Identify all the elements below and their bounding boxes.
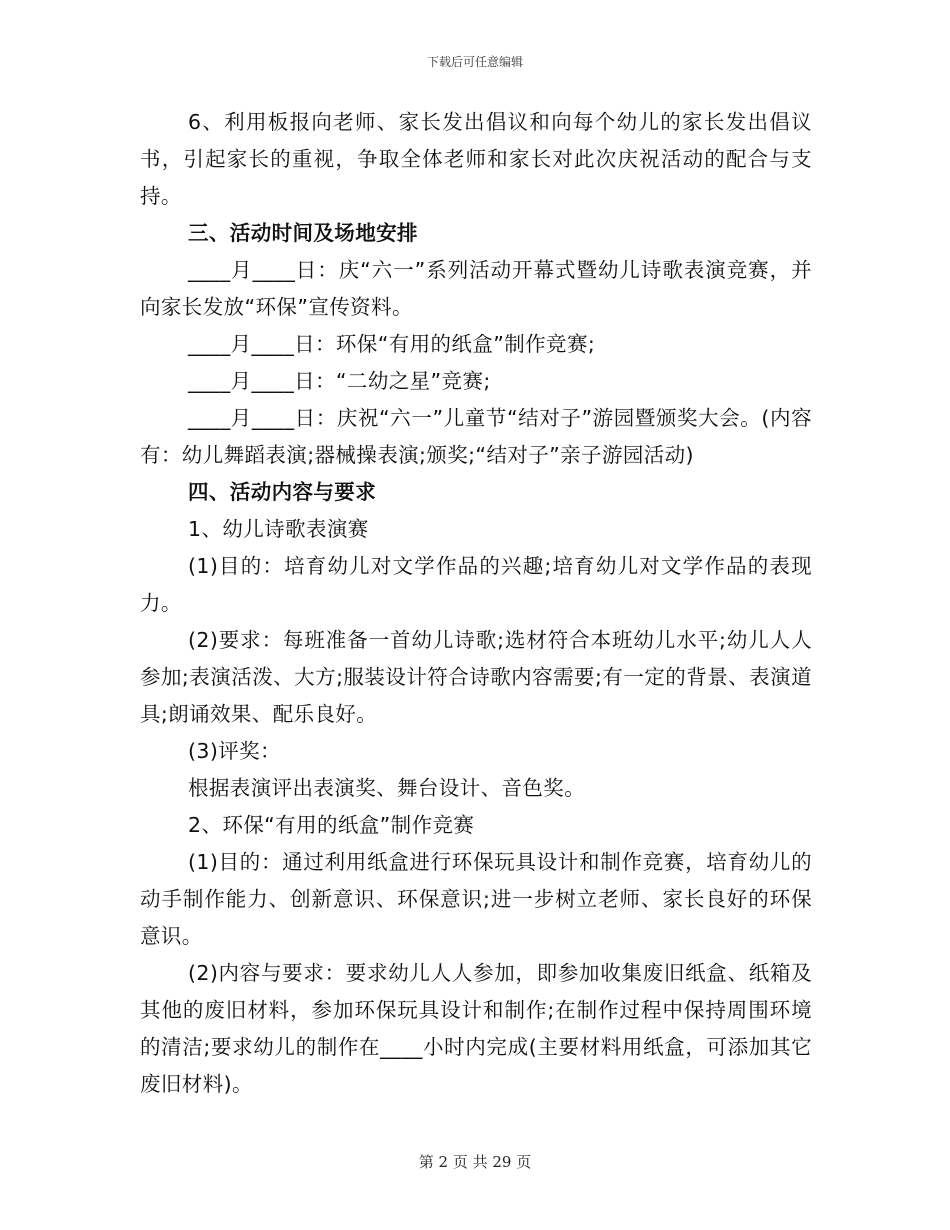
document-body xyxy=(140,104,812,1103)
box-contest-goal: (1)目的：通过利用纸盒进行环保玩具设计和制作竞赛，培育幼儿的动手制作能力、创新意识、环保意识;进一步树立老师、家长良好的环保意识。 xyxy=(140,850,812,948)
poetry-goal: (1)目的：培育幼儿对文学作品的兴趣;培育幼儿对文学作品的表现力。 xyxy=(140,554,812,615)
poetry-requirements: (2)要求：每班准备一首幼儿诗歌;选材符合本班幼儿水平;幼儿人人参加;表演活泼、大方;服装设计符合诗歌内容需要;有一定的背景、表演道具;朗诵效果、配乐良好。 xyxy=(140,628,812,726)
page-footer: 第 2 页 共 29 页 xyxy=(418,1153,532,1171)
schedule-star-contest: ____月____日：“二幼之星”竞赛; xyxy=(188,369,491,393)
box-contest-requirements: (2)内容与要求：要求幼儿人人参加，即参加收集废旧纸盒、纸箱及其他的废旧材料，参加环保玩具设计和制作;在制作过程中保持周围环境的清洁;要求幼儿的制作在____小时内完成(主要材料用纸盒，可添加其它废旧材料)。 xyxy=(140,961,812,1096)
page-header: 下载后可任意编辑 xyxy=(426,55,523,69)
section-heading-schedule: 三、活动时间及场地安排 xyxy=(188,221,418,245)
schedule-box-contest: ____月____日：环保“有用的纸盒”制作竞赛; xyxy=(188,332,596,356)
poetry-awards-label: (3)评奖： xyxy=(188,739,281,763)
paragraph-item-6: 6、利用板报向老师、家长发出倡议和向每个幼儿的家长发出倡议书，引起家长的重视，争取全体老师和家长对此次庆祝活动的配合与支持。 xyxy=(140,110,812,208)
subheading-box-contest: 2、环保“有用的纸盒”制作竞赛 xyxy=(188,813,475,837)
subheading-poetry: 1、幼儿诗歌表演赛 xyxy=(188,517,369,541)
section-heading-content: 四、活动内容与要求 xyxy=(188,480,377,504)
poetry-awards-detail: 根据表演评出表演奖、舞台设计、音色奖。 xyxy=(188,776,586,800)
schedule-opening: ____月____日：庆“六一”系列活动开幕式暨幼儿诗歌表演竞赛，并向家长发放“环保”宣传资料。 xyxy=(140,258,812,319)
schedule-awards: ____月____日：庆祝“六一”儿童节“结对子”游园暨颁奖大会。(内容有：幼儿舞蹈表演;器械操表演;颁奖;“结对子”亲子游园活动) xyxy=(140,406,812,467)
